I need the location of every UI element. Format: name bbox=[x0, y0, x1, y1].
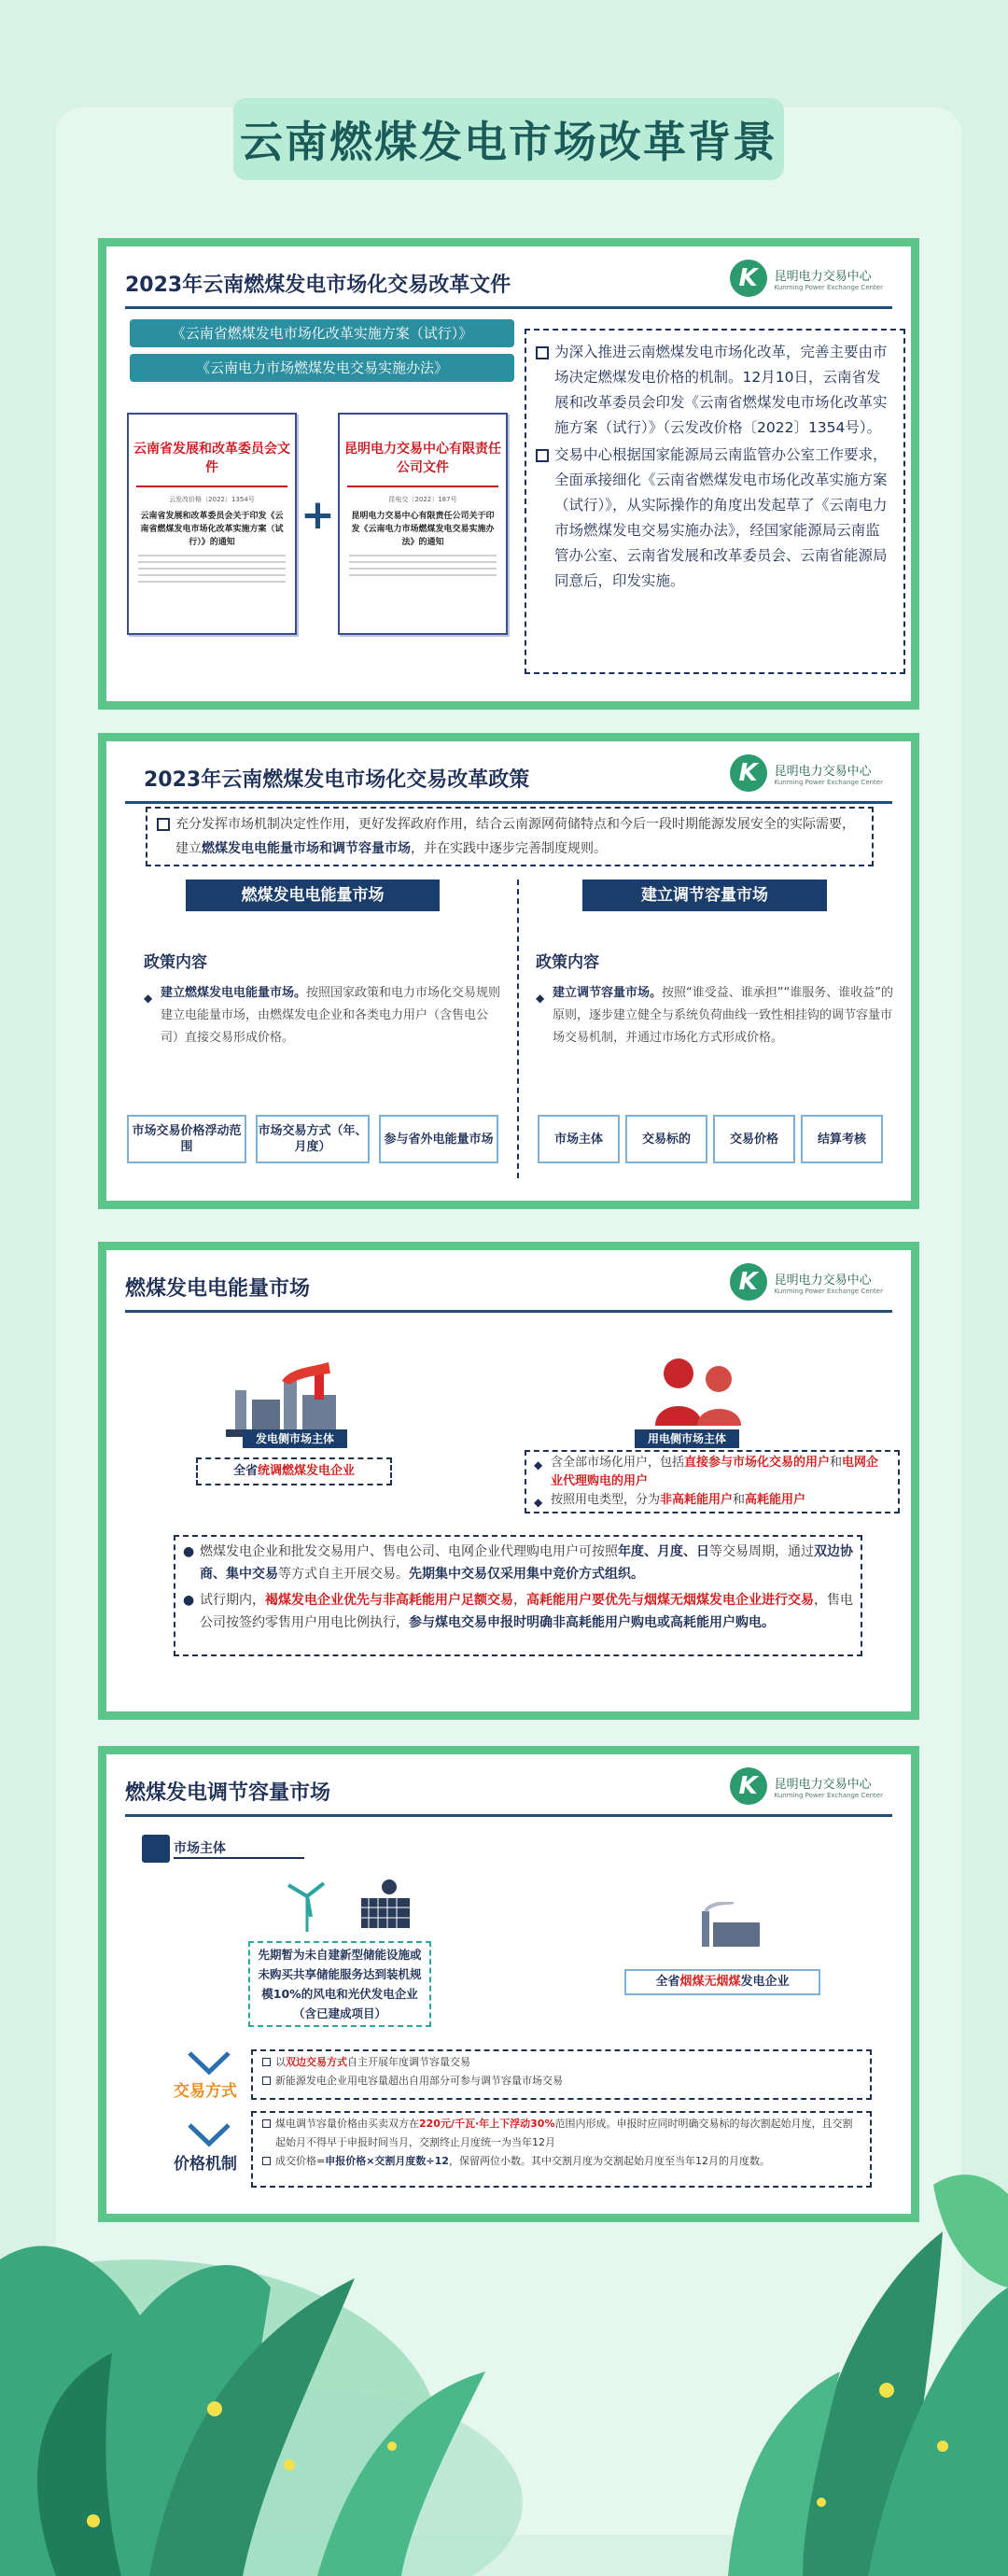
column-divider bbox=[517, 880, 519, 1178]
rule-item: ● 试行期内，褐煤发电企业优先与非高耗能用户足额交易，高耗能用户要优先与烟煤无烟煤发电企业进行交易，售电公司按签约零售用户用电比例执行，参与煤电交易申报时明确非高耗能用户购电或高耗能用户购电。 bbox=[183, 1593, 853, 1630]
logo-name-en: Kunming Power Exchange Center bbox=[774, 778, 883, 786]
energy-market-rules-box bbox=[174, 1535, 862, 1656]
generation-side-label: 发电侧市场主体 bbox=[243, 1429, 347, 1448]
price-mechanism-item: 煤电调节容量价格由买卖双方在220元/千瓦·年上下浮动30%范围内形成。申报时应同时明确交易标的每次割起始月度，且交割起始月不得早于申报时间当月，交割终止月度统一为当年12月 bbox=[262, 2115, 861, 2152]
market-subject-heading: 市场主体 bbox=[174, 1838, 304, 1859]
section-header bbox=[125, 1762, 892, 1817]
capacity-market-tag: 建立调节容量市场 bbox=[582, 880, 827, 911]
reform-description-box bbox=[525, 329, 905, 674]
trade-method-label: 交易方式 bbox=[174, 2082, 237, 2101]
logo-mark-icon: K bbox=[730, 260, 767, 297]
trade-method-item: 以双边交易方式自主开展年度调节容量交易 bbox=[262, 2053, 861, 2072]
chevron-down-icon bbox=[186, 2121, 232, 2149]
page-title: 云南燃煤发电市场改革背景 bbox=[240, 117, 777, 167]
demand-side-label: 用电侧市场主体 bbox=[635, 1429, 739, 1448]
demand-side-item: ◆ 含全部市场化用户，包括直接参与市场化交易的用户和电网企业代理购电的用户 bbox=[534, 1456, 879, 1488]
wind-solar-icon bbox=[279, 1878, 419, 1934]
capacity-market-item: 市场主体 bbox=[538, 1115, 620, 1163]
logo bbox=[730, 1263, 883, 1301]
doc-header: 云南省发展和改革委员会文件 bbox=[133, 442, 290, 475]
logo-mark-icon: K bbox=[730, 754, 767, 792]
policy-intro-box bbox=[146, 807, 874, 866]
energy-market-tag: 燃煤发电电能量市场 bbox=[186, 880, 440, 911]
doc-number: 昆电交〔2022〕187号 bbox=[388, 496, 457, 503]
price-mechanism-box bbox=[251, 2111, 872, 2188]
capacity-market-policy: ◆ 建立调节容量市场。按照“谁受益、谁承担”“谁服务、谁收益”的原则，逐步建立健全与系统负荷曲线一致性相挂钩的调节容量市场交易机制，并通过市场化方式形成价格。 bbox=[536, 986, 893, 1045]
demand-side-box bbox=[525, 1450, 900, 1513]
energy-market-policy: ◆ 建立燃煤发电电能量市场。按照国家政策和电力市场化交易规则建立电能量市场，由燃煤发电企业和各类电力用户（含售电公司）直接交易形成价格。 bbox=[144, 986, 501, 1045]
document-thumbnail-provincial bbox=[127, 413, 297, 635]
power-plant-icon bbox=[226, 1362, 347, 1437]
capacity-market-item: 结算考核 bbox=[801, 1115, 883, 1163]
description-paragraph: 交易中心根据国家能源局云南监管办公室工作要求，全面承接细化《云南省燃煤发电市场化改革实施方案（试行）》，从实际操作的角度出发起草了《云南电力市场燃煤发电交易实施办法》，经国家能源局云南监管办公室、云南省发展和改革委员会、云南省能源局同意后，印发实施。 bbox=[536, 443, 894, 594]
energy-market-item: 市场交易方式（年、月度） bbox=[256, 1115, 370, 1163]
generation-side-box: 全省统调燃煤发电企业 bbox=[196, 1457, 392, 1485]
logo-mark-icon: K bbox=[730, 1767, 767, 1805]
doc-number: 云发改价格〔2022〕1354号 bbox=[169, 496, 255, 503]
rule-item: ● 燃煤发电企业和批发交易用户、售电公司、电网企业代理购电用户可按照年度、月度、日等交易周期，通过双边协商、集中交易等方式自主开展交易。先期集中交易仅采用集中竞价方式组织。 bbox=[183, 1544, 853, 1582]
logo bbox=[730, 754, 883, 792]
logo-name: 昆明电力交易中心 bbox=[774, 764, 872, 779]
section-header bbox=[125, 749, 892, 804]
doc-subject: 昆明电力交易中心有限责任公司关于印发《云南电力市场燃煤发电交易实施办法》的通知 bbox=[351, 512, 495, 547]
energy-market-item: 参与省外电能量市场 bbox=[379, 1115, 498, 1163]
logo-name-en: Kunming Power Exchange Center bbox=[774, 283, 883, 291]
section-title: 燃煤发电电能量市场 bbox=[125, 1277, 311, 1301]
plus-icon: + bbox=[301, 491, 335, 539]
capacity-seller-box: 先期暂为未自建新型储能设施或未购买共享储能服务达到装机规模10%的风电和光伏发电企业（含已建成项目） bbox=[248, 1941, 431, 2027]
policy-heading: 政策内容 bbox=[144, 953, 207, 972]
chevron-down-icon bbox=[186, 2049, 232, 2077]
page-title-banner bbox=[233, 98, 784, 180]
energy-market-item: 市场交易价格浮动范围 bbox=[127, 1115, 246, 1163]
logo bbox=[730, 260, 883, 297]
document-thumbnail-exchange-center bbox=[338, 413, 508, 635]
capacity-market-item: 交易标的 bbox=[625, 1115, 707, 1163]
description-paragraph: 为深入推进云南燃煤发电市场化改革，完善主要由市场决定燃煤发电价格的机制。12月10日，云南省发展和改革委员会印发《云南省燃煤发电市场化改革实施方案（试行）》（云发改价格〔2022〕1354号）。 bbox=[536, 340, 894, 441]
section-reform-policy bbox=[98, 733, 919, 1209]
section-title: 2023年云南燃煤发电市场化交易改革政策 bbox=[144, 768, 530, 792]
trade-method-box bbox=[251, 2049, 872, 2100]
section-header bbox=[125, 1258, 892, 1313]
section-title: 燃煤发电调节容量市场 bbox=[125, 1781, 331, 1805]
market-subject-icon bbox=[142, 1835, 170, 1863]
doc-tag-trading-rules: 《云南电力市场燃煤发电交易实施办法》 bbox=[130, 354, 514, 382]
capacity-buyer-box: 全省烟煤无烟煤发电企业 bbox=[624, 1969, 820, 1995]
section-capacity-market bbox=[98, 1746, 919, 2222]
doc-header: 昆明电力交易中心有限责任公司文件 bbox=[344, 442, 501, 475]
logo-name: 昆明电力交易中心 bbox=[774, 269, 872, 284]
logo bbox=[730, 1767, 883, 1805]
logo-name-en: Kunming Power Exchange Center bbox=[774, 1287, 883, 1295]
policy-heading: 政策内容 bbox=[536, 953, 599, 972]
price-mechanism-label: 价格机制 bbox=[174, 2155, 237, 2174]
users-icon bbox=[646, 1353, 758, 1428]
doc-subject: 云南省发展和改革委员会关于印发《云南省燃煤发电市场化改革实施方案（试行）》的通知 bbox=[140, 512, 284, 547]
section-title: 2023年云南燃煤发电市场化交易改革文件 bbox=[125, 274, 511, 297]
logo-name: 昆明电力交易中心 bbox=[774, 1273, 872, 1288]
logo-mark-icon: K bbox=[730, 1263, 767, 1301]
capacity-market-item: 交易价格 bbox=[713, 1115, 795, 1163]
policy-intro-text: 充分发挥市场机制决定性作用，更好发挥政府作用，结合云南源网荷储特点和今后一段时期能源发展安全的实际需要，建立燃煤发电电能量市场和调节容量市场，并在实践中逐步完善制度规则。 bbox=[157, 812, 862, 861]
logo-name: 昆明电力交易中心 bbox=[774, 1777, 872, 1792]
logo-name-en: Kunming Power Exchange Center bbox=[774, 1791, 883, 1799]
doc-tag-implementation-plan: 《云南省燃煤发电市场化改革实施方案（试行）》 bbox=[130, 319, 514, 347]
price-mechanism-item: 成交价格=申报价格×交割月度数÷12，保留两位小数。其中交割月度为交割起始月度至当年12月的月度数。 bbox=[262, 2152, 861, 2171]
coal-plant-icon bbox=[693, 1902, 767, 1949]
demand-side-item: ◆ 按照用电类型，分为非高耗能用户和高耗能用户 bbox=[534, 1493, 806, 1509]
section-energy-market bbox=[98, 1242, 919, 1720]
trade-method-item: 新能源发电企业用电容量超出自用部分可参与调节容量市场交易 bbox=[262, 2072, 861, 2090]
section-reform-documents bbox=[98, 238, 919, 710]
section-header bbox=[125, 254, 892, 309]
